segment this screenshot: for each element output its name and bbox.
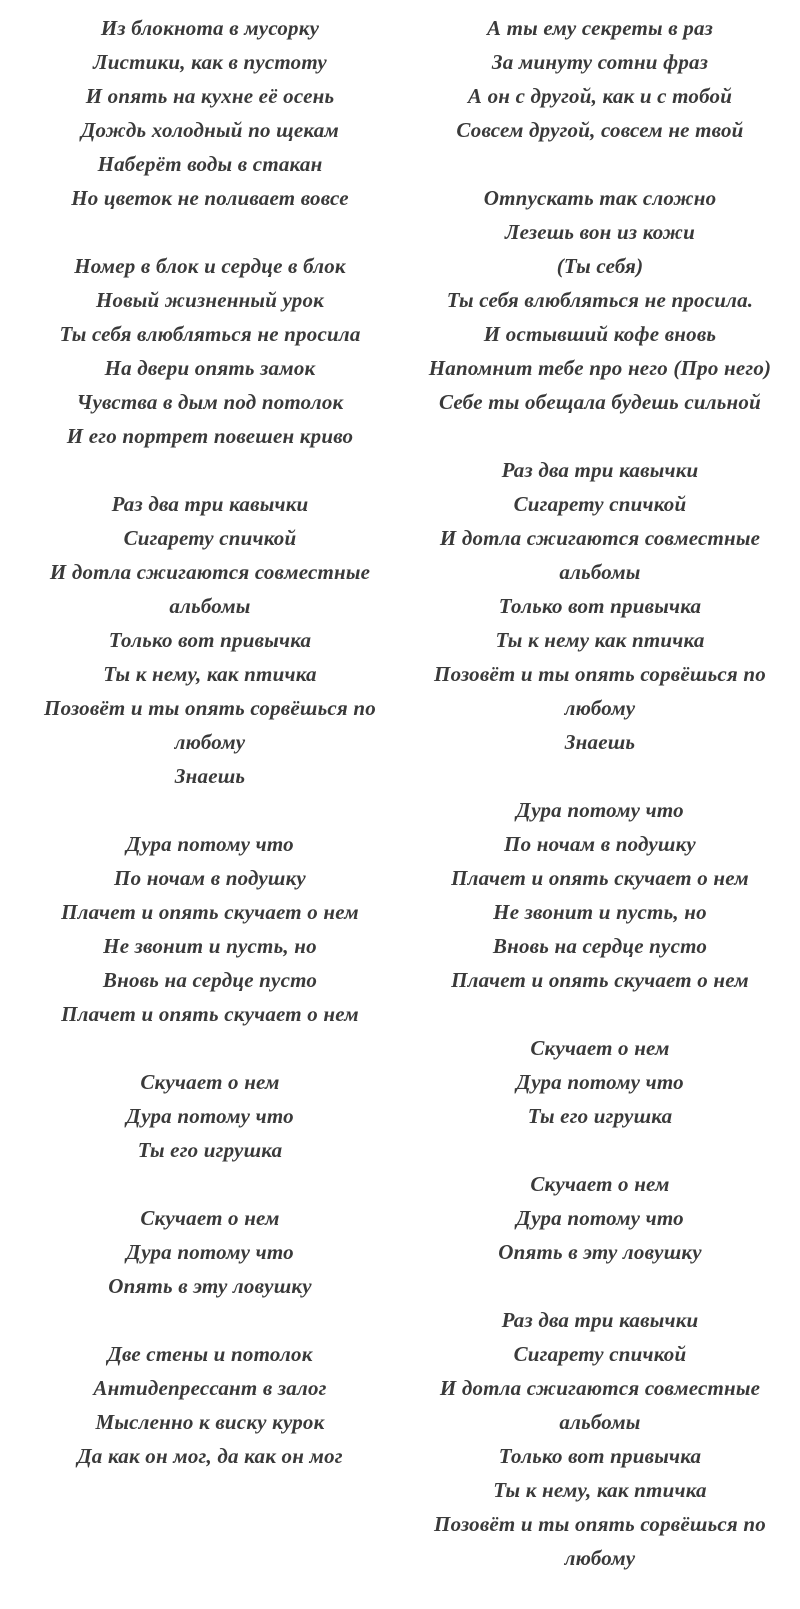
lyric-line: Дождь холодный по щекам [81,118,339,142]
lyric-line: Дура потому что [516,1206,684,1230]
lyric-line: Две стены и потолок [107,1342,313,1366]
lyric-line: Ты к нему, как птичка [103,662,317,686]
lyric-line: Знаешь [174,764,246,788]
stanza [405,11,795,147]
stanza [15,1201,405,1303]
lyric-line: Сигарету спичкой [123,526,297,550]
lyric-line: Только вот привычка [498,1444,702,1468]
lyric-line: Наберёт воды в стакан [97,152,323,176]
lyric-line: Вновь на сердце пусто [102,968,318,992]
lyric-line: И дотла сжигаются совместные [439,1376,761,1400]
lyric-line: Плачет и опять скучает о нем [61,1002,359,1026]
lyric-line: любому [564,696,636,720]
lyric-line: Ты себя влюбляться не просила. [446,288,754,312]
lyric-line: Раз два три кавычки [501,1308,699,1332]
lyric-line: Только вот привычка [498,594,702,618]
lyric-line: Мысленно к виску курок [95,1410,325,1434]
lyric-line: Дура потому что [126,832,294,856]
stanza [405,181,795,419]
lyric-line: Дура потому что [126,1240,294,1264]
lyric-line: Позовёт и ты опять сорвёшься по [44,696,376,720]
lyric-line: Дура потому что [126,1104,294,1128]
lyric-line: Себе ты обещала будешь сильной [439,390,761,414]
lyric-line: И его портрет повешен криво [66,424,354,448]
lyric-line: И дотла сжигаются совместные [49,560,371,584]
lyric-line: Ты к нему, как птичка [493,1478,707,1502]
stanza [405,1031,795,1133]
stanza [405,1303,795,1575]
lyric-line: Чувства в дым под потолок [76,390,344,414]
stanza [15,487,405,793]
lyric-line: (Ты себя) [556,254,644,278]
lyric-line: Скучает о нем [140,1206,280,1230]
lyric-line: По ночам в подушку [504,832,696,856]
lyric-line: Но цветок не поливает вовсе [71,186,349,210]
lyric-line: Антидепрессант в залог [93,1376,327,1400]
lyric-line: альбомы [169,594,251,618]
lyric-line: Ты его игрушка [137,1138,283,1162]
lyric-line: Из блокнота в мусорку [100,16,320,40]
stanza [405,453,795,759]
stanza [405,1167,795,1269]
stanza [15,1065,405,1167]
lyric-line: И остывший кофе вновь [483,322,717,346]
lyric-line: Лезешь вон из кожи [504,220,696,244]
lyric-line: Да как он мог, да как он мог [77,1444,343,1468]
lyric-line: Не звонит и пусть, но [103,934,317,958]
lyric-line: Плачет и опять скучает о нем [451,968,749,992]
stanza [15,249,405,453]
lyric-line: Отпускать так сложно [483,186,717,210]
lyric-line: Опять в эту ловушку [498,1240,702,1264]
lyric-line: На двери опять замок [104,356,316,380]
lyric-line: Опять в эту ловушку [108,1274,312,1298]
lyric-line: Дура потому что [516,1070,684,1094]
lyric-line: Не звонит и пусть, но [493,900,707,924]
lyric-line: Совсем другой, совсем не твой [456,118,744,142]
lyric-line: Знаешь [564,730,636,754]
lyric-line: Новый жизненный урок [95,288,325,312]
lyric-line: А ты ему секреты в раз [486,16,714,40]
lyric-line: Раз два три кавычки [111,492,309,516]
lyric-line: любому [174,730,246,754]
lyric-line: Ты себя влюбляться не просила [59,322,361,346]
lyric-line: Вновь на сердце пусто [492,934,708,958]
lyric-line: Скучает о нем [140,1070,280,1094]
stanza [15,827,405,1031]
lyric-line: Плачет и опять скучает о нем [61,900,359,924]
lyric-line: По ночам в подушку [114,866,306,890]
lyric-line: Плачет и опять скучает о нем [451,866,749,890]
lyric-line: Напомнит тебе про него (Про него) [428,356,772,380]
lyric-line: Позовёт и ты опять сорвёшься по [434,662,766,686]
lyrics-left-column [15,11,405,1507]
lyric-line: Скучает о нем [530,1036,670,1060]
lyric-line: Только вот привычка [108,628,312,652]
lyric-line: Раз два три кавычки [501,458,699,482]
lyric-line: Позовёт и ты опять сорвёшься по [434,1512,766,1536]
lyric-line: альбомы [559,560,641,584]
lyric-line: И опять на кухне её осень [85,84,335,108]
lyric-line: любому [564,1546,636,1570]
lyric-line: альбомы [559,1410,641,1434]
lyrics-right-column [405,11,795,1609]
lyric-line: Сигарету спичкой [513,1342,687,1366]
lyric-line: Листики, как в пустоту [93,50,327,74]
lyric-line: А он с другой, как и с тобой [467,84,733,108]
stanza [15,1337,405,1473]
lyric-line: Сигарету спичкой [513,492,687,516]
lyric-line: И дотла сжигаются совместные [439,526,761,550]
lyric-line: Дура потому что [516,798,684,822]
lyric-line: За минуту сотни фраз [491,50,709,74]
lyric-line: Ты к нему как птичка [495,628,705,652]
lyric-line: Номер в блок и сердце в блок [74,254,346,278]
lyric-line: Скучает о нем [530,1172,670,1196]
lyric-line: Ты его игрушка [527,1104,673,1128]
stanza [15,11,405,215]
stanza [405,793,795,997]
